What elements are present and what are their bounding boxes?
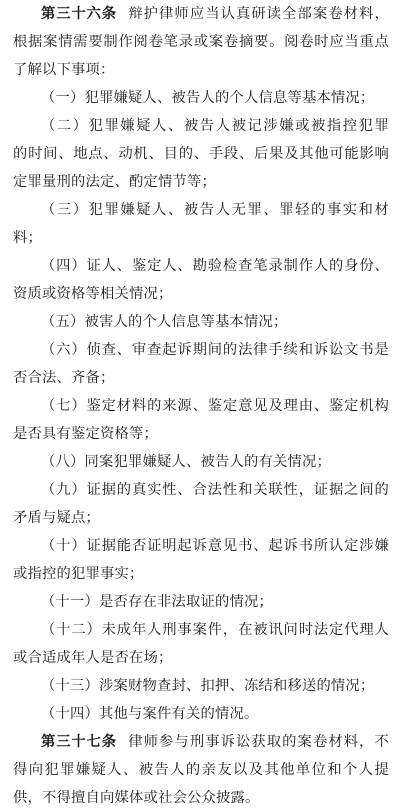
article-36-intro-3: 了解以下事项： (13, 62, 115, 78)
article-36-intro-2: 根据案情需要制作阅卷笔录或案卷摘要。阅卷时应当重点 (13, 34, 389, 50)
item-4-line-1: （四）证人、鉴定人、勘验检查笔录制作人的身份、 (41, 258, 389, 274)
item-3-line-2: 料； (13, 230, 42, 246)
item-2-line-3: 定罪量刑的法定、酌定情节等； (13, 174, 216, 190)
article-36-intro-1: 辩护律师应当认真研读全部案卷材料， (128, 6, 389, 22)
item-14-line-1: （十四）其他与案件有关的情况。 (41, 706, 259, 722)
article-37-text-3: 供，不得擅自向媒体或社会公众披露。 (13, 790, 260, 806)
article-37-text-1: 律师参与刑事诉讼获取的案卷材料，不 (128, 734, 389, 750)
item-11-line-1: （十一）是否存在非法取证的情况； (41, 594, 273, 610)
item-3-line-1: （三）犯罪嫌疑人、被告人无罪、罪轻的事实和材 (41, 202, 389, 218)
article-37-text-2: 得向犯罪嫌疑人、被告人的亲友以及其他单位和个人提 (13, 762, 389, 778)
item-10-line-1: （十）证据能否证明起诉意见书、起诉书所认定涉嫌 (41, 538, 389, 554)
article-37-line-1 (13, 728, 389, 756)
item-12-line-2: 或合适成年人是否在场； (13, 650, 173, 666)
item-5-line-1: （五）被害人的个人信息等基本情况； (41, 314, 288, 330)
article-36-label: 第三十六条 (41, 6, 117, 22)
item-13-line-1: （十三）涉案财物查封、扣押、冻结和移送的情况； (41, 678, 375, 694)
item-2-line-1: （二）犯罪嫌疑人、被告人被记涉嫌或被指控犯罪 (41, 118, 389, 134)
item-9-line-1: （九）证据的真实性、合法性和关联性，证据之间的 (41, 482, 389, 498)
item-10-line-2: 或指控的犯罪事实； (13, 566, 144, 582)
item-4-line-2: 资质或资格等相关情况； (13, 286, 173, 302)
item-2-line-2: 的时间、地点、动机、目的、手段、后果及其他可能影响 (13, 146, 389, 162)
article-36-line-1 (13, 0, 389, 28)
article-37-label: 第三十七条 (41, 734, 117, 750)
item-6-line-1: （六）侦查、审查起诉期间的法律手续和诉讼文书是 (41, 342, 389, 358)
item-7-line-2: 是否具有鉴定资格等； (13, 426, 158, 442)
item-6-line-2: 否合法、齐备； (13, 370, 115, 386)
item-7-line-1: （七）鉴定材料的来源、鉴定意见及理由、鉴定机构 (41, 398, 389, 414)
item-8-line-1: （八）同案犯罪嫌疑人、被告人的有关情况； (41, 454, 331, 470)
item-12-line-1: （十二）未成年人刑事案件，在被讯问时法定代理人 (41, 622, 389, 638)
item-1-line-1: （一）犯罪嫌疑人、被告人的个人信息等基本情况； (41, 90, 375, 106)
item-9-line-2: 矛盾与疑点； (13, 510, 100, 526)
